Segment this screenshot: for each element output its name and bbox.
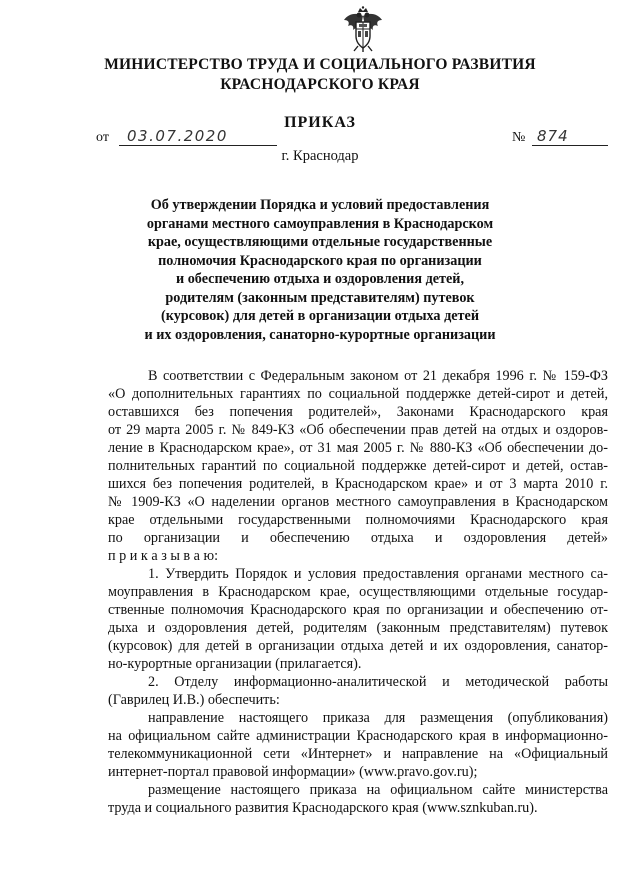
body-line: моуправления в Краснодарском крае, осуществляющими отдельные государ- (108, 584, 608, 600)
order-subject (0, 196, 640, 344)
body-line: п р и к а з ы в а ю: (108, 548, 219, 564)
ministry-line-2: КРАСНОДАРСКОГО КРАЯ (220, 76, 420, 93)
body-line: шихся без попечения родителей, в Краснодарском крае» и от 3 марта 2010 г. (108, 476, 608, 492)
body-line: оставшихся без попечения родителей», Законами Краснодарского края (108, 404, 608, 420)
body-line: крае отдельными государственными полномочиями Краснодарского края (108, 512, 608, 528)
body-line: «О дополнительных гарантиях по социальной поддержке детей-сирот и детей, (108, 386, 608, 402)
subject-line: и их оздоровления, санаторно-курортные организации (144, 326, 496, 343)
body-line: на официальном сайте администрации Краснодарского края в информационно- (108, 728, 608, 744)
subject-line: (курсовок) для детей в организации отдыха детей (161, 308, 479, 324)
ministry-heading (0, 55, 640, 95)
body-line: (Гаврилец И.В.) обеспечить: (108, 692, 280, 708)
order-date: 03.07.2020 (127, 127, 228, 145)
subject-line: и обеспечению отдыха и оздоровления детей, (175, 271, 465, 287)
order-body (108, 367, 608, 817)
subject-line: органами местного самоуправления в Краснодарском (146, 215, 494, 232)
subject-line: полномочия Краснодарского края по организации (158, 252, 482, 269)
body-line: № 1909-КЗ «О наделении органов местного самоуправления в Краснодарском (108, 494, 608, 510)
date-prefix: от (96, 130, 109, 145)
ministry-line-1: МИНИСТЕРСТВО ТРУДА И СОЦИАЛЬНОГО РАЗВИТИЯ (104, 56, 536, 73)
order-number: 874 (537, 127, 569, 145)
body-line: размещение настоящего приказа на официальном сайте министерства (148, 782, 608, 798)
body-line: но-курортные организации (прилагается). (108, 656, 362, 672)
coat-of-arms-icon (342, 6, 384, 52)
body-line: интернет-портал правовой информации» (www.pravo.gov.ru); (108, 764, 478, 780)
body-line: 1. Утвердить Порядок и условия предоставления органами местного са- (148, 566, 608, 582)
body-line: дыха и оздоровления детей, родителям (законным представителям) путевок (108, 620, 608, 636)
number-underline (532, 145, 608, 146)
city: г. Краснодар (281, 148, 359, 164)
body-line: от 29 марта 2005 г. № 849-КЗ «Об обеспечении прав детей на отдых и оздоров- (108, 422, 608, 438)
number-prefix: № (512, 130, 526, 145)
date-underline (119, 145, 277, 146)
subject-line: Об утверждении Порядка и условий предоставления (150, 197, 490, 213)
body-line: по организации и обеспечению отдыха и оздоровления детей» (108, 530, 608, 546)
order-title: ПРИКАЗ (284, 114, 356, 131)
body-line: телекоммуникационной сети «Интернет» и направление на «Официальный (108, 746, 608, 762)
body-line: (курсовок) для детей в организации отдыха детей и их оздоровления, санатор- (108, 638, 608, 654)
body-line: В соответствии с Федеральным законом от 21 декабря 1996 г. № 159-ФЗ (148, 368, 608, 384)
subject-line: родителям (законным представителям) путевок (165, 289, 475, 306)
subject-line: крае, осуществляющими отдельные государственные (147, 234, 493, 250)
body-line: ственные полномочия Краснодарского края по организации и обеспечению от- (108, 602, 608, 618)
body-line: направление настоящего приказа для размещения (опубликования) (148, 710, 608, 726)
body-line: 2. Отделу информационно-аналитической и методической работы (148, 674, 608, 690)
body-line: ление в Краснодарском крае», от 31 мая 2005 г. № 880-КЗ «Об обеспечении до- (108, 440, 608, 456)
body-line: полнительных гарантий по социальной поддержке детей-сирот и детей, остав- (108, 458, 608, 474)
body-line: труда и социального развития Краснодарского края (www.sznkuban.ru). (108, 800, 538, 816)
